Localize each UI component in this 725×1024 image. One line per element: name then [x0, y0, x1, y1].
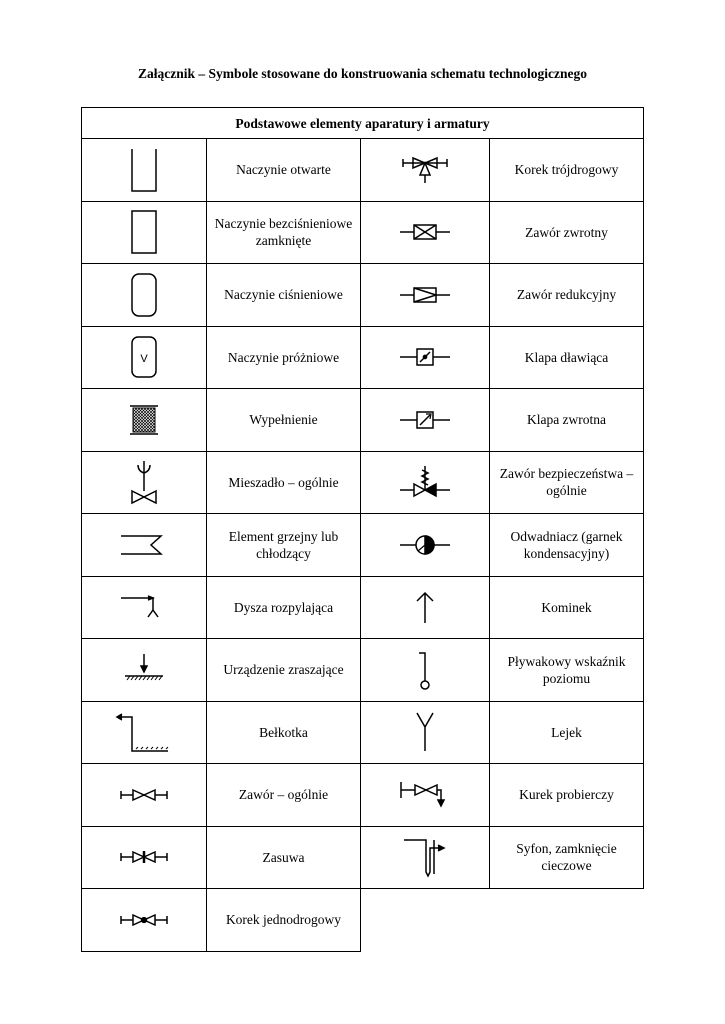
- symbol-label: Klapa dławiąca: [490, 326, 644, 389]
- three-way-cock-icon: [400, 153, 450, 187]
- one-way-cock-icon: [117, 910, 171, 930]
- symbol-label: Korek trójdrogowy: [490, 139, 644, 202]
- symbol-cell: [361, 639, 490, 702]
- empty-cell: [361, 889, 644, 952]
- table-header: Podstawowe elementy aparatury i armatury: [82, 108, 644, 139]
- sprinkler-device-icon: [119, 650, 169, 690]
- siphon-icon: [400, 834, 450, 880]
- symbol-label: Syfon, zamknięcie cieczowe: [490, 826, 644, 889]
- symbol-label: Zasuwa: [207, 826, 361, 889]
- symbol-label: Naczynie ciśnieniowe: [207, 264, 361, 327]
- symbol-cell: [82, 264, 207, 327]
- symbol-label: Odwadniacz (garnek kondensacyjny): [490, 514, 644, 577]
- sampling-cock-icon: [397, 780, 453, 810]
- table-row: [82, 889, 644, 952]
- check-valve-icon: [398, 220, 452, 244]
- check-flap-icon: [398, 408, 452, 432]
- symbol-cell: [82, 701, 207, 764]
- symbol-cell: [82, 201, 207, 264]
- safety-valve-icon: [398, 462, 452, 502]
- steam-trap-icon: [398, 530, 452, 560]
- symbol-cell: [361, 389, 490, 452]
- symbol-cell: [82, 639, 207, 702]
- packing-icon: [124, 400, 164, 440]
- table-row: [82, 451, 644, 514]
- symbol-label: Korek jednodrogowy: [207, 889, 361, 952]
- symbol-table: [81, 107, 644, 952]
- table-row: [82, 639, 644, 702]
- symbol-label: Pływakowy wskaźnik poziomu: [490, 639, 644, 702]
- symbol-cell: [82, 764, 207, 827]
- throttle-flap-icon: [398, 345, 452, 369]
- table-row: [82, 514, 644, 577]
- table-row: [82, 201, 644, 264]
- closed-unpressurized-vessel-icon: [124, 207, 164, 257]
- symbol-cell: [361, 451, 490, 514]
- spray-nozzle-icon: [117, 592, 171, 622]
- symbol-cell: [82, 139, 207, 202]
- table-row: [82, 826, 644, 889]
- heating-element-icon: [117, 530, 171, 560]
- symbol-cell: [361, 201, 490, 264]
- symbol-cell: [361, 826, 490, 889]
- symbol-label: Kurek probierczy: [490, 764, 644, 827]
- symbol-cell: [361, 576, 490, 639]
- stirrer-icon: [124, 457, 164, 507]
- symbol-cell: [82, 389, 207, 452]
- open-vessel-icon: [124, 145, 164, 195]
- funnel-icon: [405, 709, 445, 755]
- table-row: [82, 326, 644, 389]
- bubbler-icon: [114, 707, 174, 757]
- vacuum-vessel-icon: [124, 332, 164, 382]
- page-title: Załącznik – Symbole stosowane do konstruowania schematu technologicznego: [138, 66, 587, 81]
- table-row: [82, 389, 644, 452]
- symbol-label: Naczynie otwarte: [207, 139, 361, 202]
- symbol-cell: [82, 514, 207, 577]
- table-row: [82, 701, 644, 764]
- symbol-label: Zawór redukcyjny: [490, 264, 644, 327]
- symbol-label: Zawór – ogólnie: [207, 764, 361, 827]
- symbol-label: Naczynie próżniowe: [207, 326, 361, 389]
- symbol-cell: [82, 826, 207, 889]
- table-row: [82, 576, 644, 639]
- symbol-cell: [361, 139, 490, 202]
- symbol-label: Dysza rozpylająca: [207, 576, 361, 639]
- symbol-cell: [361, 764, 490, 827]
- symbol-label: Bełkotka: [207, 701, 361, 764]
- symbol-label: Klapa zwrotna: [490, 389, 644, 452]
- table-row: [82, 764, 644, 827]
- symbol-label: Zawór zwrotny: [490, 201, 644, 264]
- symbol-label: Mieszadło – ogólnie: [207, 451, 361, 514]
- symbol-label: Element grzejny lub chłodzący: [207, 514, 361, 577]
- table-row: [82, 139, 644, 202]
- symbol-cell: [361, 514, 490, 577]
- valve-general-icon: [117, 785, 171, 805]
- symbol-label: Kominek: [490, 576, 644, 639]
- symbol-cell: [82, 889, 207, 952]
- pressure-vessel-icon: [124, 270, 164, 320]
- symbol-label: Urządzenie zraszające: [207, 639, 361, 702]
- symbol-cell: [361, 701, 490, 764]
- symbol-cell: [361, 264, 490, 327]
- symbol-cell: [82, 326, 207, 389]
- symbol-label: Zawór bezpieczeństwa – ogólnie: [490, 451, 644, 514]
- symbol-label: Wypełnienie: [207, 389, 361, 452]
- reducing-valve-icon: [398, 283, 452, 307]
- vacuum-mark: V: [140, 353, 148, 366]
- symbol-label: Lejek: [490, 701, 644, 764]
- float-level-indicator-icon: [405, 647, 445, 693]
- symbol-cell: [82, 451, 207, 514]
- table-row: [82, 264, 644, 327]
- gate-valve-icon: [117, 847, 171, 867]
- symbol-cell: [82, 576, 207, 639]
- symbol-label: Naczynie bezciśnieniowe zamknięte: [207, 201, 361, 264]
- chimney-icon: [405, 587, 445, 627]
- symbol-cell: [361, 326, 490, 389]
